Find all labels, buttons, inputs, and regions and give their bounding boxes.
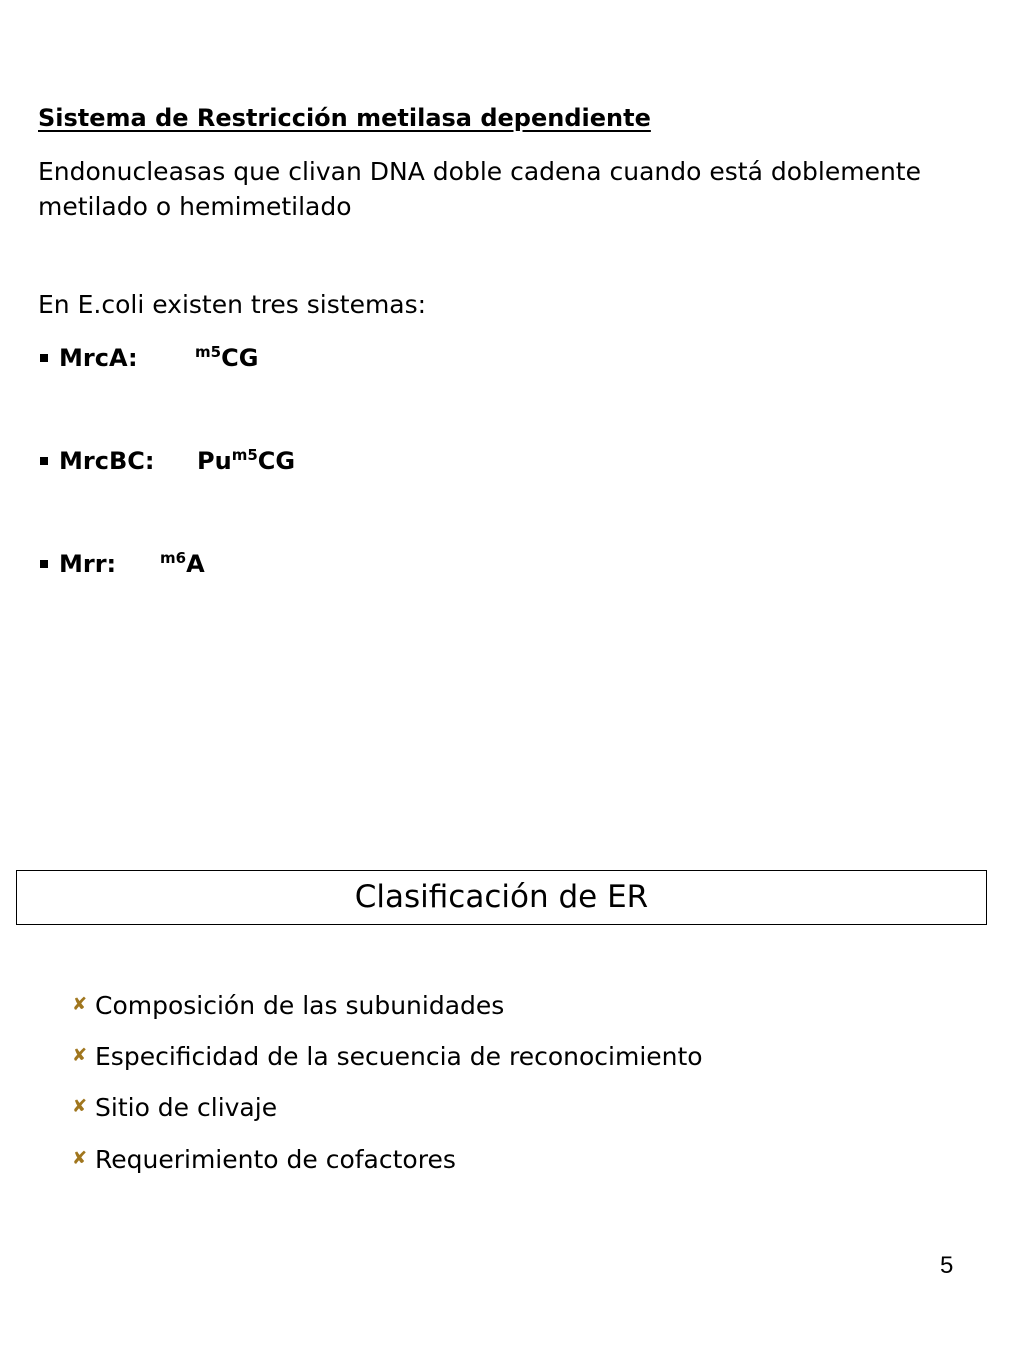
cross-bullet-icon: ✘ xyxy=(72,1148,88,1169)
criteria-label: Sitio de clivaje xyxy=(95,1093,278,1122)
recognition-site xyxy=(197,447,295,475)
cross-bullet-icon: ✘ xyxy=(72,1096,88,1117)
system-name: Mrr: xyxy=(59,550,117,578)
intro-paragraph: Endonucleasas que clivan DNA doble cadena cuando está doblemente metilado o hemimetilado xyxy=(38,157,921,221)
site-prefix: Pu xyxy=(197,447,232,475)
methyl-superscript: m6 xyxy=(160,549,187,567)
cross-bullet-icon: ✘ xyxy=(72,994,88,1015)
criteria-label: Composición de las subunidades xyxy=(95,991,505,1020)
cross-bullet-icon: ✘ xyxy=(72,1045,88,1066)
section-title: Sistema de Restricción metilasa dependiente xyxy=(38,104,651,132)
square-bullet-icon xyxy=(40,560,48,568)
square-bullet-icon xyxy=(40,457,48,465)
classification-box xyxy=(16,870,987,925)
lead-in-text: En E.coli existen tres sistemas: xyxy=(38,290,427,319)
classification-title: Clasificación de ER xyxy=(354,879,649,915)
site-base: CG xyxy=(221,344,259,372)
square-bullet-icon xyxy=(40,354,48,362)
recognition-site xyxy=(160,550,205,578)
recognition-site xyxy=(195,344,258,372)
methyl-superscript: m5 xyxy=(195,343,222,361)
methyl-superscript: m5 xyxy=(231,446,258,464)
site-base: A xyxy=(186,550,205,578)
criteria-label: Requerimiento de cofactores xyxy=(95,1145,456,1174)
system-name: MrcBC: xyxy=(59,447,155,475)
system-name: MrcA: xyxy=(59,344,138,372)
site-base: CG xyxy=(257,447,296,475)
page-number: 5 xyxy=(940,1252,954,1279)
criteria-label: Especificidad de la secuencia de reconocimiento xyxy=(95,1042,703,1071)
